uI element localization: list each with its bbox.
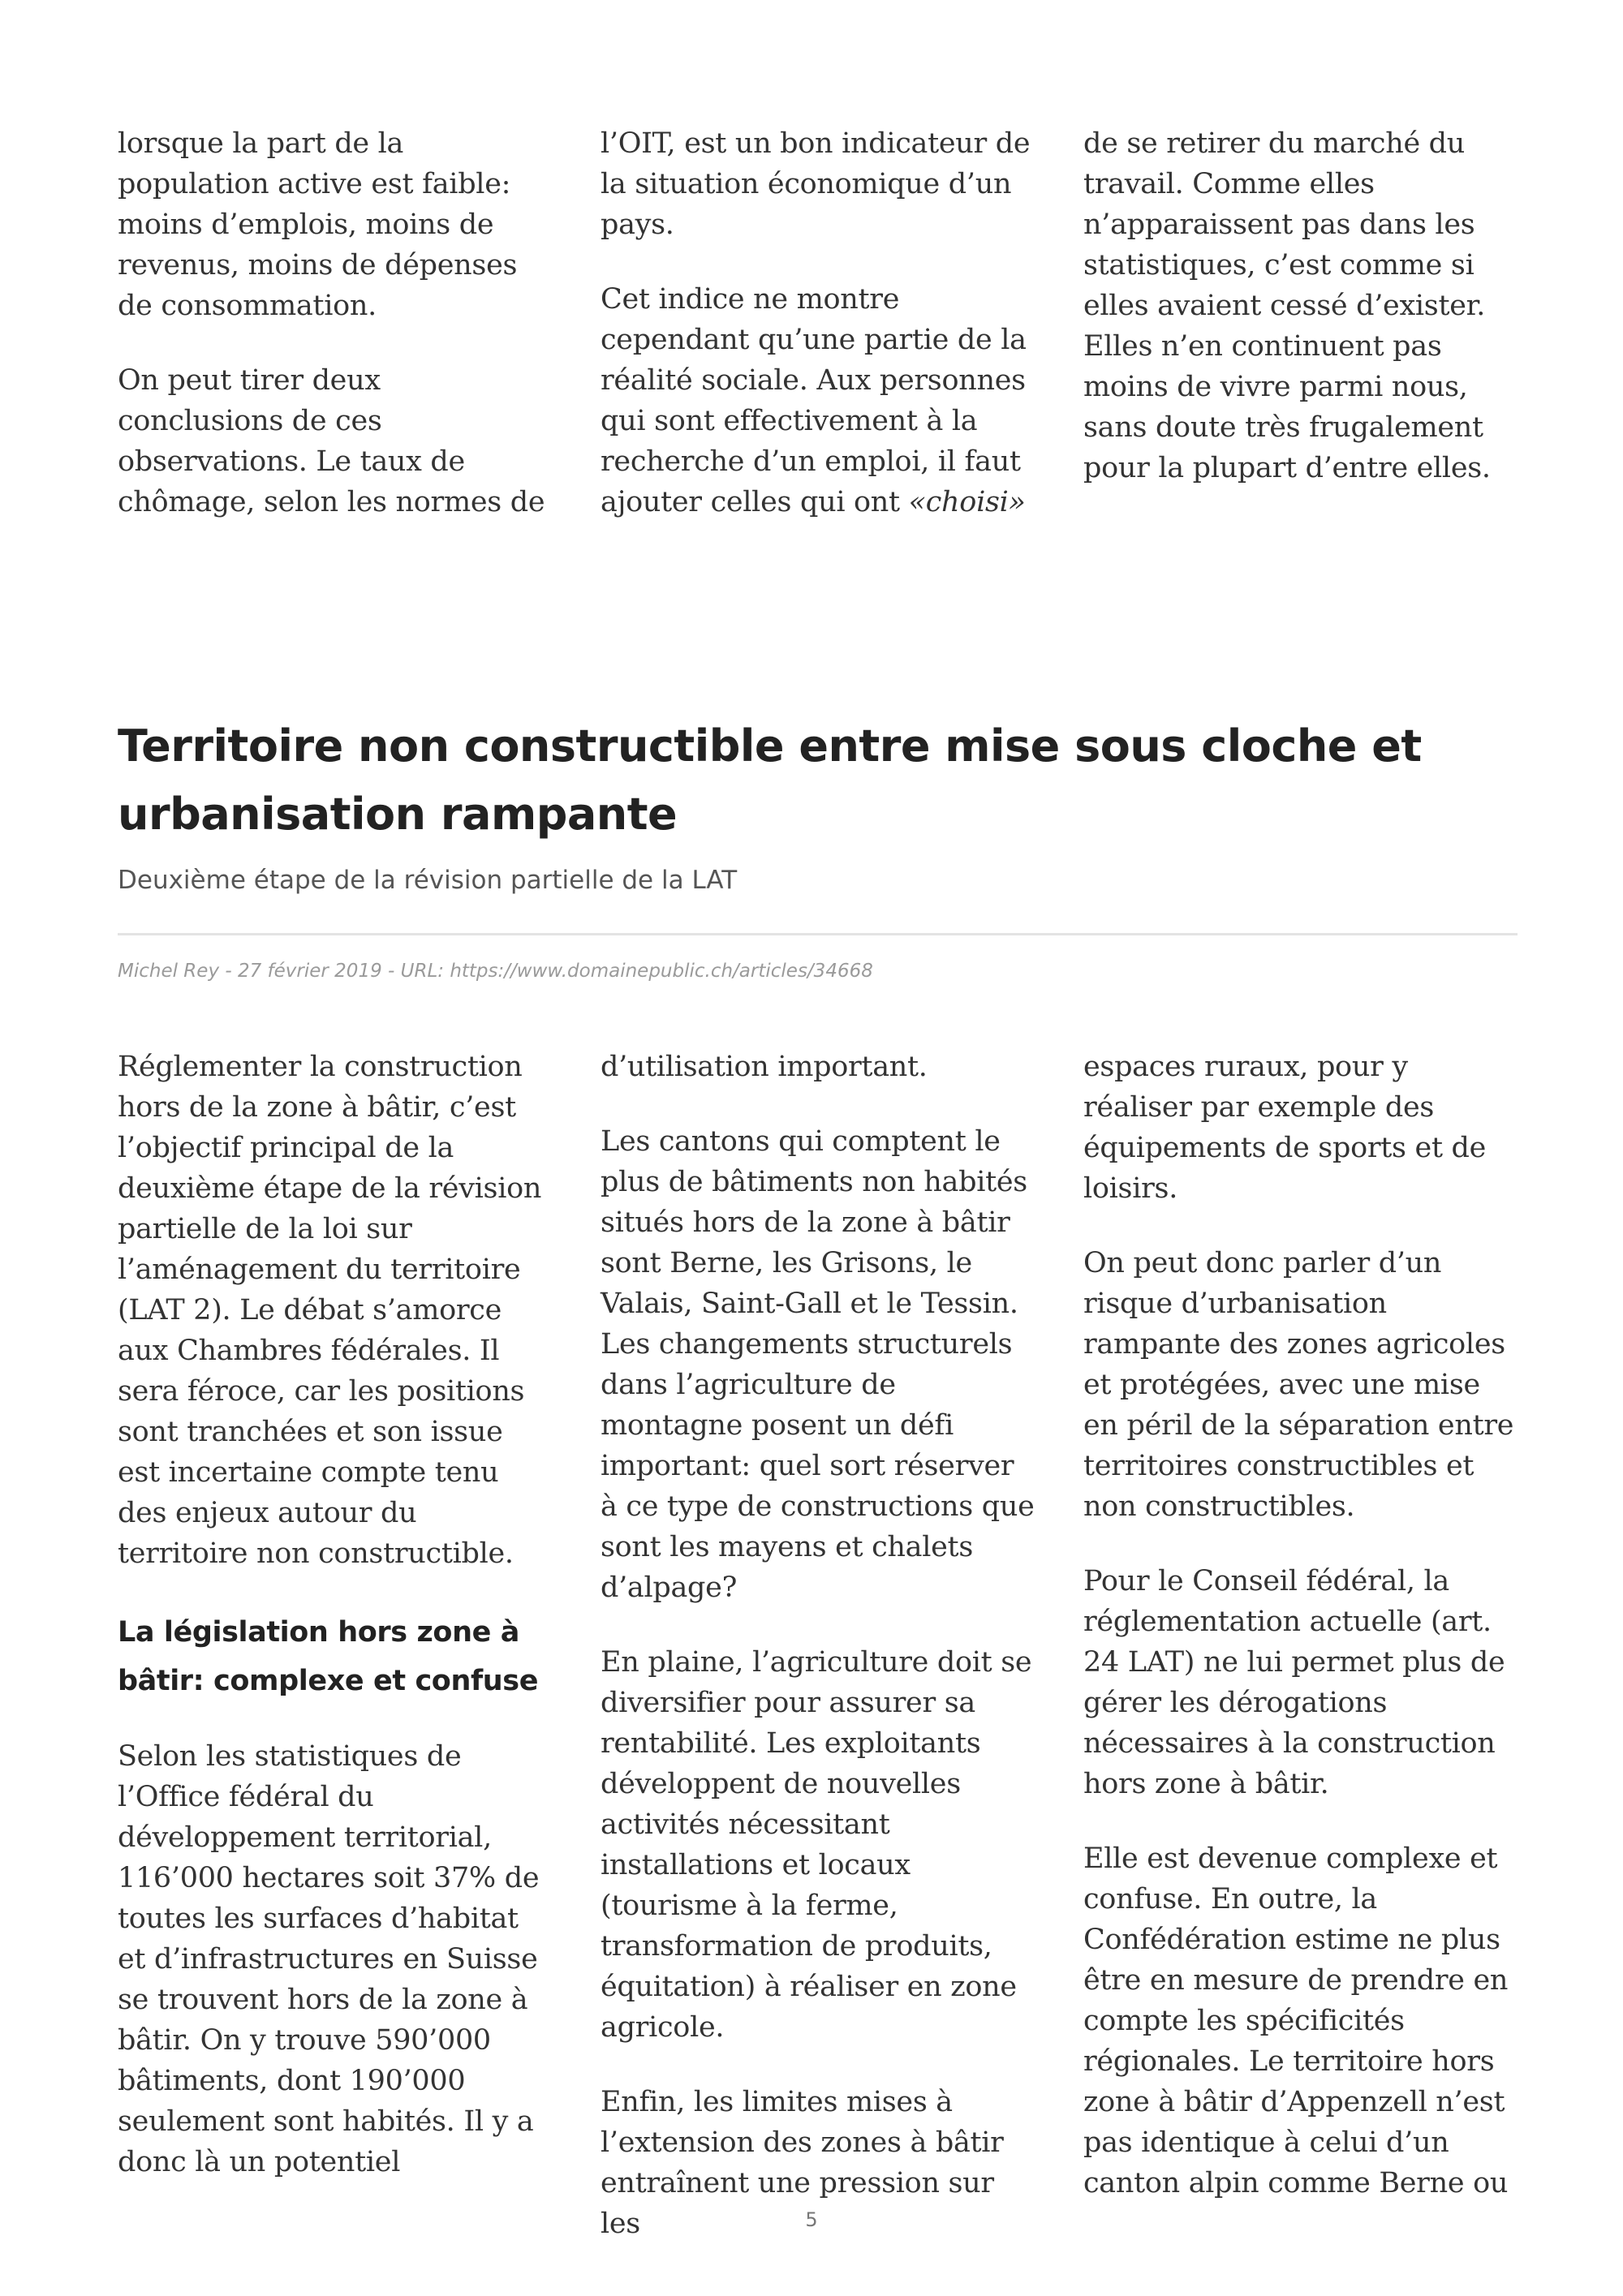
paragraph: On peut donc parler d’un risque d’urbanisation rampante des zones agricoles et protégées, avec une mise en péril de la séparation entre territoires constructibles et non constructibles. [1083,1247,1514,1523]
paragraph: Réglementer la construction hors de la zone à bâtir, c’est l’objectif principal de la deuxième étape de la révision partielle de la loi sur l’aménagement du territoire (LAT 2). Le débat s’amorce aux Chambres fédérales. Il sera féroce, car les positions sont tranchées et son issue est incertaine compte tenu des enjeux autour du territoire non constructible. [118,1051,542,1570]
page-number: 5 [805,2208,818,2231]
article-column-3 [1083,1047,1518,2278]
paragraph: Elle est devenue complexe et confuse. En outre, la Confédération estime ne plus être en mesure de prendre en compte les spécificités régionales. Le territoire hors zone à bâtir d’Appenzell n’est pas identique à celui d’un canton alpin comme Berne ou [1083,1842,1509,2199]
article-column-2 [601,1047,1035,2278]
paragraph: On peut tirer deux conclusions de ces observations. Le taux de chômage, selon les normes de [118,364,545,518]
article-subtitle: Deuxième étape de la révision partielle de la LAT [118,866,738,895]
paragraph: Enfin, les limites mises à l’extension des zones à bâtir entraînent une pression sur les [601,2086,1004,2240]
text-column-3 [1083,123,1518,557]
text-column-2 [601,123,1035,557]
paragraph: Les cantons qui comptent le plus de bâtiments non habités situés hors de la zone à bâtir sont Berne, les Grisons, le Valais, Saint-Gall et le Tessin. Les changements structurels dans l’agriculture de montagne posent un défi important: quel sort réserver à ce type de constructions que sont les mayens et chalets d’alpage? [601,1125,1035,1604]
article-title: Territoire non constructible entre mise sous cloche et urbanisation rampante [118,720,1422,840]
paragraph: Pour le Conseil fédéral, la réglementation actuelle (art. 24 LAT) ne lui permet plus de gérer les dérogations nécessaires à la construction hors zone à bâtir. [1083,1565,1505,1800]
article-meta: Michel Rey - 27 février 2019 - URL: https://www.domainepublic.ch/articles/34668 [118,961,873,982]
quoted-word: «choisi» [908,486,1026,518]
divider [118,933,1518,935]
text-column-1 [118,123,552,557]
paragraph [601,279,1035,522]
article-column-1 [118,1047,552,2278]
paragraph: Selon les statistiques de l’Office fédéral du développement territorial, 116’000 hectares soit 37% de toutes les surfaces d’habitat et d’infrastructures en Suisse se trouvent hors de la zone à bâtir. On y trouve 590’000 bâtiments, dont 190’000 seulement sont habités. Il y a donc là un potentiel [118,1740,540,2178]
paragraph: espaces ruraux, pour y réaliser par exemple des équipements de sports et de loisirs. [1083,1051,1487,1205]
paragraph: l’OIT, est un bon indicateur de la situation économique d’un pays. [601,127,1031,241]
section-heading: La législation hors zone à bâtir: complexe et confuse [118,1616,539,1697]
paragraph: de se retirer du marché du travail. Comme elles n’apparaissent pas dans les statistiques, c’est comme si elles avaient cessé d’exister. Elles n’en continuent pas moins de vivre parmi nous, sans doute très frugalement pour la plupart d’entre elles. [1083,127,1491,484]
article-body [118,1047,1518,2278]
paragraph-text: Cet indice ne montre cependant qu’une partie de la réalité sociale. Aux personnes qui sont effectivement à la recherche d’un emploi, il faut ajouter celles qui ont [601,283,1027,518]
previous-article-text [118,123,1518,557]
paragraph: d’utilisation important. [601,1051,928,1083]
paragraph: lorsque la part de la population active est faible: moins d’emplois, moins de revenus, moins de dépenses de consommation. [118,127,518,322]
paragraph: En plaine, l’agriculture doit se diversifier pour assurer sa rentabilité. Les exploitants développent de nouvelles activités nécessitant installations et locaux (tourisme à la ferme, transformation de produits, équitation) à réaliser en zone agricole. [601,1646,1032,2044]
